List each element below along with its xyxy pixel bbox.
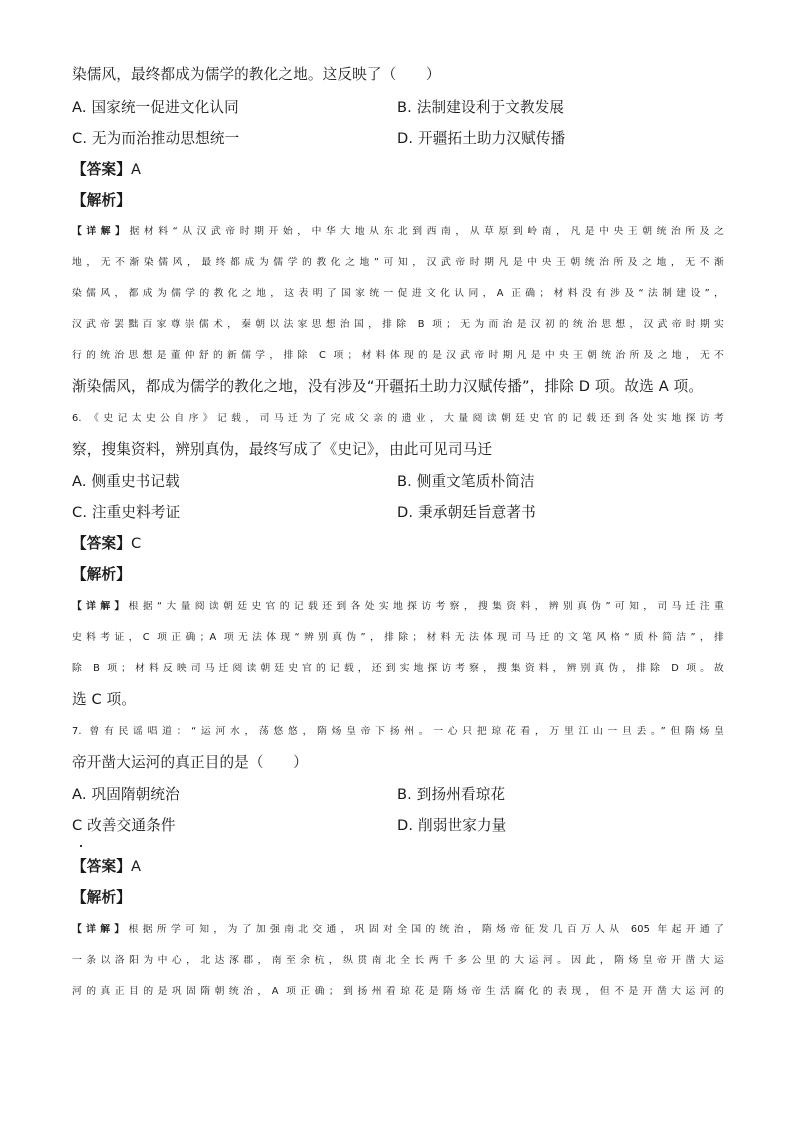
q7-detail-line: 河的真正目的是巩固隋朝统治，A 项正确；到扬州看琼花是隋炀帝生活腐化的表现，但不是开凿大运河的 (72, 986, 724, 997)
q6-detail-line (72, 597, 724, 617)
q6-option-a: A. 侧重史书记载 (72, 473, 180, 490)
answer-value: C (130, 535, 142, 552)
q6-option-d: D. 秉承朝廷旨意著书 (397, 504, 536, 521)
analysis-tag: 【解析】 (72, 192, 131, 209)
q5-detail-line (72, 222, 724, 242)
q5-answer (72, 160, 141, 180)
detail-text: 根据“大量阅读朝廷史官的记载还到各处实地探访考察，搜集资料，辨别真伪”可知，司马迁注重 (128, 601, 724, 612)
analysis-tag: 【解析】 (72, 566, 131, 583)
answer-tag: 【答案】 (72, 161, 131, 178)
q6-stem-line: 6. 《史记太史公自序》记载，司马迁为了完成父亲的遗业，大量阅读朝廷史官的记载还到各处实地探访考 (72, 413, 724, 424)
answer-value: A (130, 858, 142, 875)
q7-option-d: D. 削弱世家力量 (397, 817, 507, 834)
q7-option-c: C 改善交通条件 (72, 817, 176, 834)
q6-detail-line: 除 B 项；材料反映司马迁阅读朝廷史官的记载，还到实地探访考察，搜集资料，辨别真伪，排除 D 项。故 (72, 663, 724, 674)
detail-tag: 【详解】 (72, 924, 129, 935)
answer-value: A (130, 161, 142, 178)
q7-answer (72, 857, 141, 877)
q6-answer (72, 534, 141, 554)
q5-option-b: B. 法制建设利于文教发展 (397, 99, 565, 116)
q5-detail-line: 渐染儒风，都成为儒学的教化之地，没有涉及“开疆拓土助力汉赋传播”，排除 D 项。故选 A 项。 (72, 378, 704, 395)
q7-analysis-heading (72, 888, 131, 908)
q6-option-b: B. 侧重文笔质朴简洁 (397, 473, 535, 490)
q7-detail-line: 一条以洛阳为中心，北达涿郡，南至余杭，纵贯南北全长两千多公里的大运河。因此，隋炀皇帝开凿大运 (72, 955, 724, 966)
q6-detail-line: 选 C 项。 (72, 691, 137, 708)
detail-tag: 【详解】 (72, 226, 130, 237)
q5-detail-line: 地，无不渐染儒风，最终都成为儒学的教化之地”可知，汉武帝时期凡是中央王朝统治所及之地，无不渐 (72, 257, 724, 268)
q5-detail-line: 行的统治思想是董仲舒的新儒学，排除 C 项；材料体现的是汉武帝时期凡是中央王朝统治所及之地，无不 (72, 350, 724, 361)
q7-option-b: B. 到扬州看琼花 (397, 786, 506, 803)
analysis-tag: 【解析】 (72, 889, 131, 906)
q5-option-a: A. 国家统一促进文化认同 (72, 99, 239, 116)
q5-stem-tail: 染儒风，最终都成为儒学的教化之地。这反映了（ ） (72, 66, 441, 83)
detail-tag: 【详解】 (72, 601, 129, 612)
q7-detail-line (72, 920, 724, 940)
q5-analysis-heading (72, 191, 131, 211)
q6-stem-line: 察，搜集资料，辨别真伪，最终写成了《史记》，由此可见司马迁 (72, 441, 493, 458)
detail-text: 据材料“从汉武帝时期开始，中华大地从东北到西南，从草原到岭南，凡是中央王朝统治所及之 (129, 226, 724, 237)
q7-stem-line: 帝开凿大运河的真正目的是（ ） (72, 754, 308, 771)
stray-mark (80, 845, 82, 847)
answer-tag: 【答案】 (72, 858, 131, 875)
q6-detail-line: 史料考证，C 项正确；A 项无法体现“辨别真伪”，排除；材料无法体现司马迁的文笔风格“质朴简洁”，排 (72, 632, 724, 643)
answer-tag: 【答案】 (72, 535, 131, 552)
q7-stem-line: 7. 曾有民谣唱道：“运河水，荡悠悠，隋炀皇帝下扬州。一心只把琼花看，万里江山一旦丢。”但隋炀皇 (72, 726, 724, 737)
q5-option-c: C. 无为而治推动思想统一 (72, 130, 240, 147)
q7-option-a: A. 巩固隋朝统治 (72, 786, 180, 803)
q5-option-d: D. 开疆拓土助力汉赋传播 (397, 130, 566, 147)
q5-detail-line: 汉武帝罢黜百家尊崇儒术，秦朝以法家思想治国，排除 B 项；无为而治是汉初的统治思想，汉武帝时期实 (72, 319, 724, 330)
q5-detail-line: 染儒风，都成为儒学的教化之地，这表明了国家统一促进文化认同，A 正确；材料没有涉及“法制建设”， (72, 288, 724, 299)
q6-analysis-heading (72, 565, 131, 585)
q6-option-c: C. 注重史料考证 (72, 504, 181, 521)
detail-text: 根据所学可知，为了加强南北交通，巩固对全国的统治，隋炀帝征发几百万人从 605 年起开通了 (128, 924, 724, 935)
